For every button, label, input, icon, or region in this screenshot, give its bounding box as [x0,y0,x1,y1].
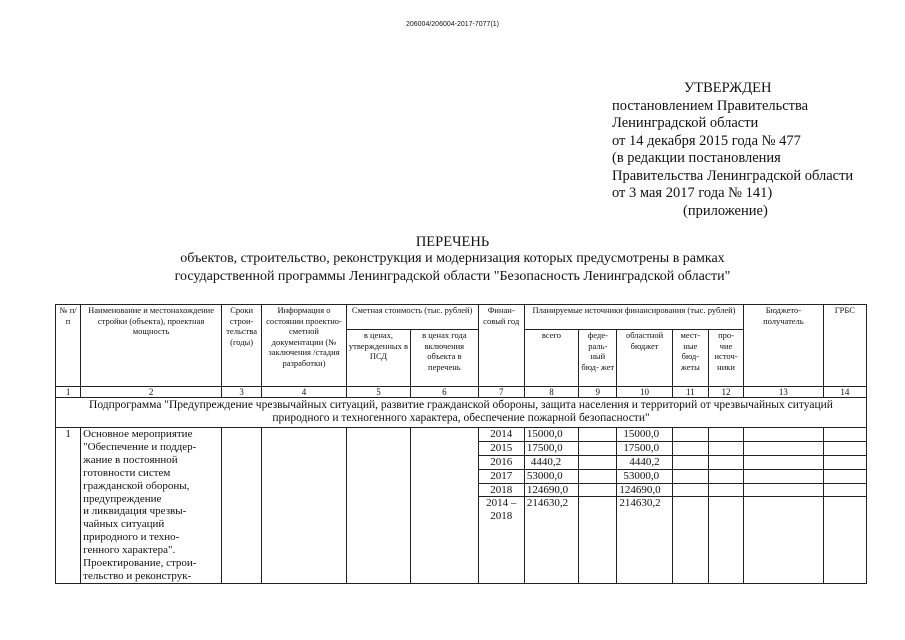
year-cell: 2015 [479,442,524,456]
row-name-line: тельство и реконструк- [83,569,192,582]
header-info: Информация о состоянии проектно-сметной документации (№ заключения /стадия разработки) [262,305,347,387]
total-cell: 53000,0 [525,470,578,484]
row-local [672,428,708,584]
row-regional [617,428,672,584]
regional-cell: 15000,0 [617,428,671,442]
row-name-line: Проектирование, строи- [83,557,197,570]
header-src-regional: областной бюджет [617,330,672,387]
row-name-line: природного и техно- [83,531,180,544]
total-cell: 214630,2 [526,497,569,510]
header-terms: Сроки строи- тельства (годы) [222,305,262,387]
year-cell: 2017 [479,470,524,484]
regional-cell: 124690,0 [617,484,671,498]
header-src-federal: феде- раль- ный бюд- жет [579,330,617,387]
list-subtitle-line-2: государственной программы Ленинградской области "Безопасность Ленинградской области" [174,269,731,284]
header-sources: Планируемые источники финансирования (тыс. рублей) [524,305,743,330]
col-number: 2 [81,387,222,398]
row-totals [524,428,578,584]
row-est-psd [346,428,410,584]
col-number: 7 [478,387,524,398]
col-number: 13 [744,387,823,398]
approval-title: УТВЕРЖДЕН [684,80,772,96]
year-cell: 2014 [479,428,524,442]
row-name-line: гражданской обороны, [83,479,190,492]
row-name-line: чайных ситуаций [83,518,165,531]
approval-line: Ленинградской области [612,115,759,131]
row-other [708,428,743,584]
approval-line: Правительства Ленинградской области [612,167,854,184]
header-fin-year: Финан- совый год [478,305,524,387]
row-name-line: "Обеспечение и поддер- [83,440,197,453]
total-cell: 17500,0 [525,442,578,456]
year-cell: 2018 [479,484,524,498]
approval-line: постановлением Правительства [612,97,809,114]
header-recipient: Бюджето- получатель [744,305,823,387]
row-info [262,428,347,584]
row-name-line: готовности систем [83,466,171,479]
total-cell: 4440,2 [525,456,578,470]
approval-block [612,80,892,220]
total-cell: 124690,0 [525,484,578,498]
col-number: 10 [617,387,672,398]
header-name: Наименование и местонахождение стройки (объекта), проектная мощность [81,305,222,387]
row-name-line: жание в постоянной [83,453,178,466]
header-estimate: Сметная стоимость (тыс. рублей) [346,305,478,330]
header-src-other: про- чие источ- ники [708,330,743,387]
header-est-year: в ценах года включения объекта в перечень [411,330,478,387]
col-number: 4 [262,387,347,398]
approval-line: от 3 мая 2017 года № 141) [612,185,773,201]
col-number: 5 [346,387,410,398]
header-num: № п/п [56,305,81,387]
row-years [478,428,524,584]
row-est-year [411,428,478,584]
row-recipient [744,428,823,584]
col-number: 1 [56,387,81,398]
document-id: 206004/206004-2017-7077(1) [405,21,500,28]
col-number: 9 [579,387,617,398]
header-src-local: мест- ные бюд- жеты [672,330,708,387]
row-name-line: Основное мероприятие [83,428,193,440]
col-number: 3 [222,387,262,398]
row-grbs [823,428,866,584]
row-terms [222,428,262,584]
total-cell: 15000,0 [525,428,578,442]
header-est-psd: в ценах, утвержденных в ПСД [346,330,410,387]
col-number: 11 [672,387,708,398]
approval-appendix: (приложение) [683,202,768,219]
header-grbs: ГРБС [823,305,866,387]
row-name [81,428,222,584]
row-num: 1 [56,428,81,584]
col-number: 12 [708,387,743,398]
subprogram-title: Подпрограмма "Предупреждение чрезвычайных ситуаций, развитие гражданской обороны, защита населения и территорий от чрезвычайных ситуаций природного и техногенного характера, обеспечение пожарной безопасности" [56,398,867,428]
table-row [56,428,867,584]
header-src-total: всего [524,330,578,387]
row-federal [579,428,617,584]
regional-cell: 4440,2 [617,456,671,470]
list-title: ПЕРЕЧЕНЬ [415,234,490,250]
row-name-line: предупреждение [83,492,162,505]
approval-line: (в редакции постановления [612,150,781,166]
list-subtitle-line-1: объектов, строительство, реконструкция и модернизация которых предусмотрены в рамках [180,251,725,266]
subprogram-row [56,398,867,428]
row-name-line: и ликвидация чрезвы- [83,505,187,518]
col-number: 6 [411,387,478,398]
column-numbers-row [56,387,867,398]
year-cell: 2014 – 2018 [486,497,517,523]
approval-line: от 14 декабря 2015 года № 477 [612,132,801,149]
regional-cell: 53000,0 [617,470,671,484]
table-header-row [56,305,867,330]
col-number: 14 [823,387,866,398]
col-number: 8 [524,387,578,398]
year-cell: 2016 [479,456,524,470]
regional-cell: 17500,0 [617,442,671,456]
objects-table [55,304,867,584]
regional-cell: 214630,2 [619,497,661,510]
row-name-line: генного характера". [83,544,176,557]
